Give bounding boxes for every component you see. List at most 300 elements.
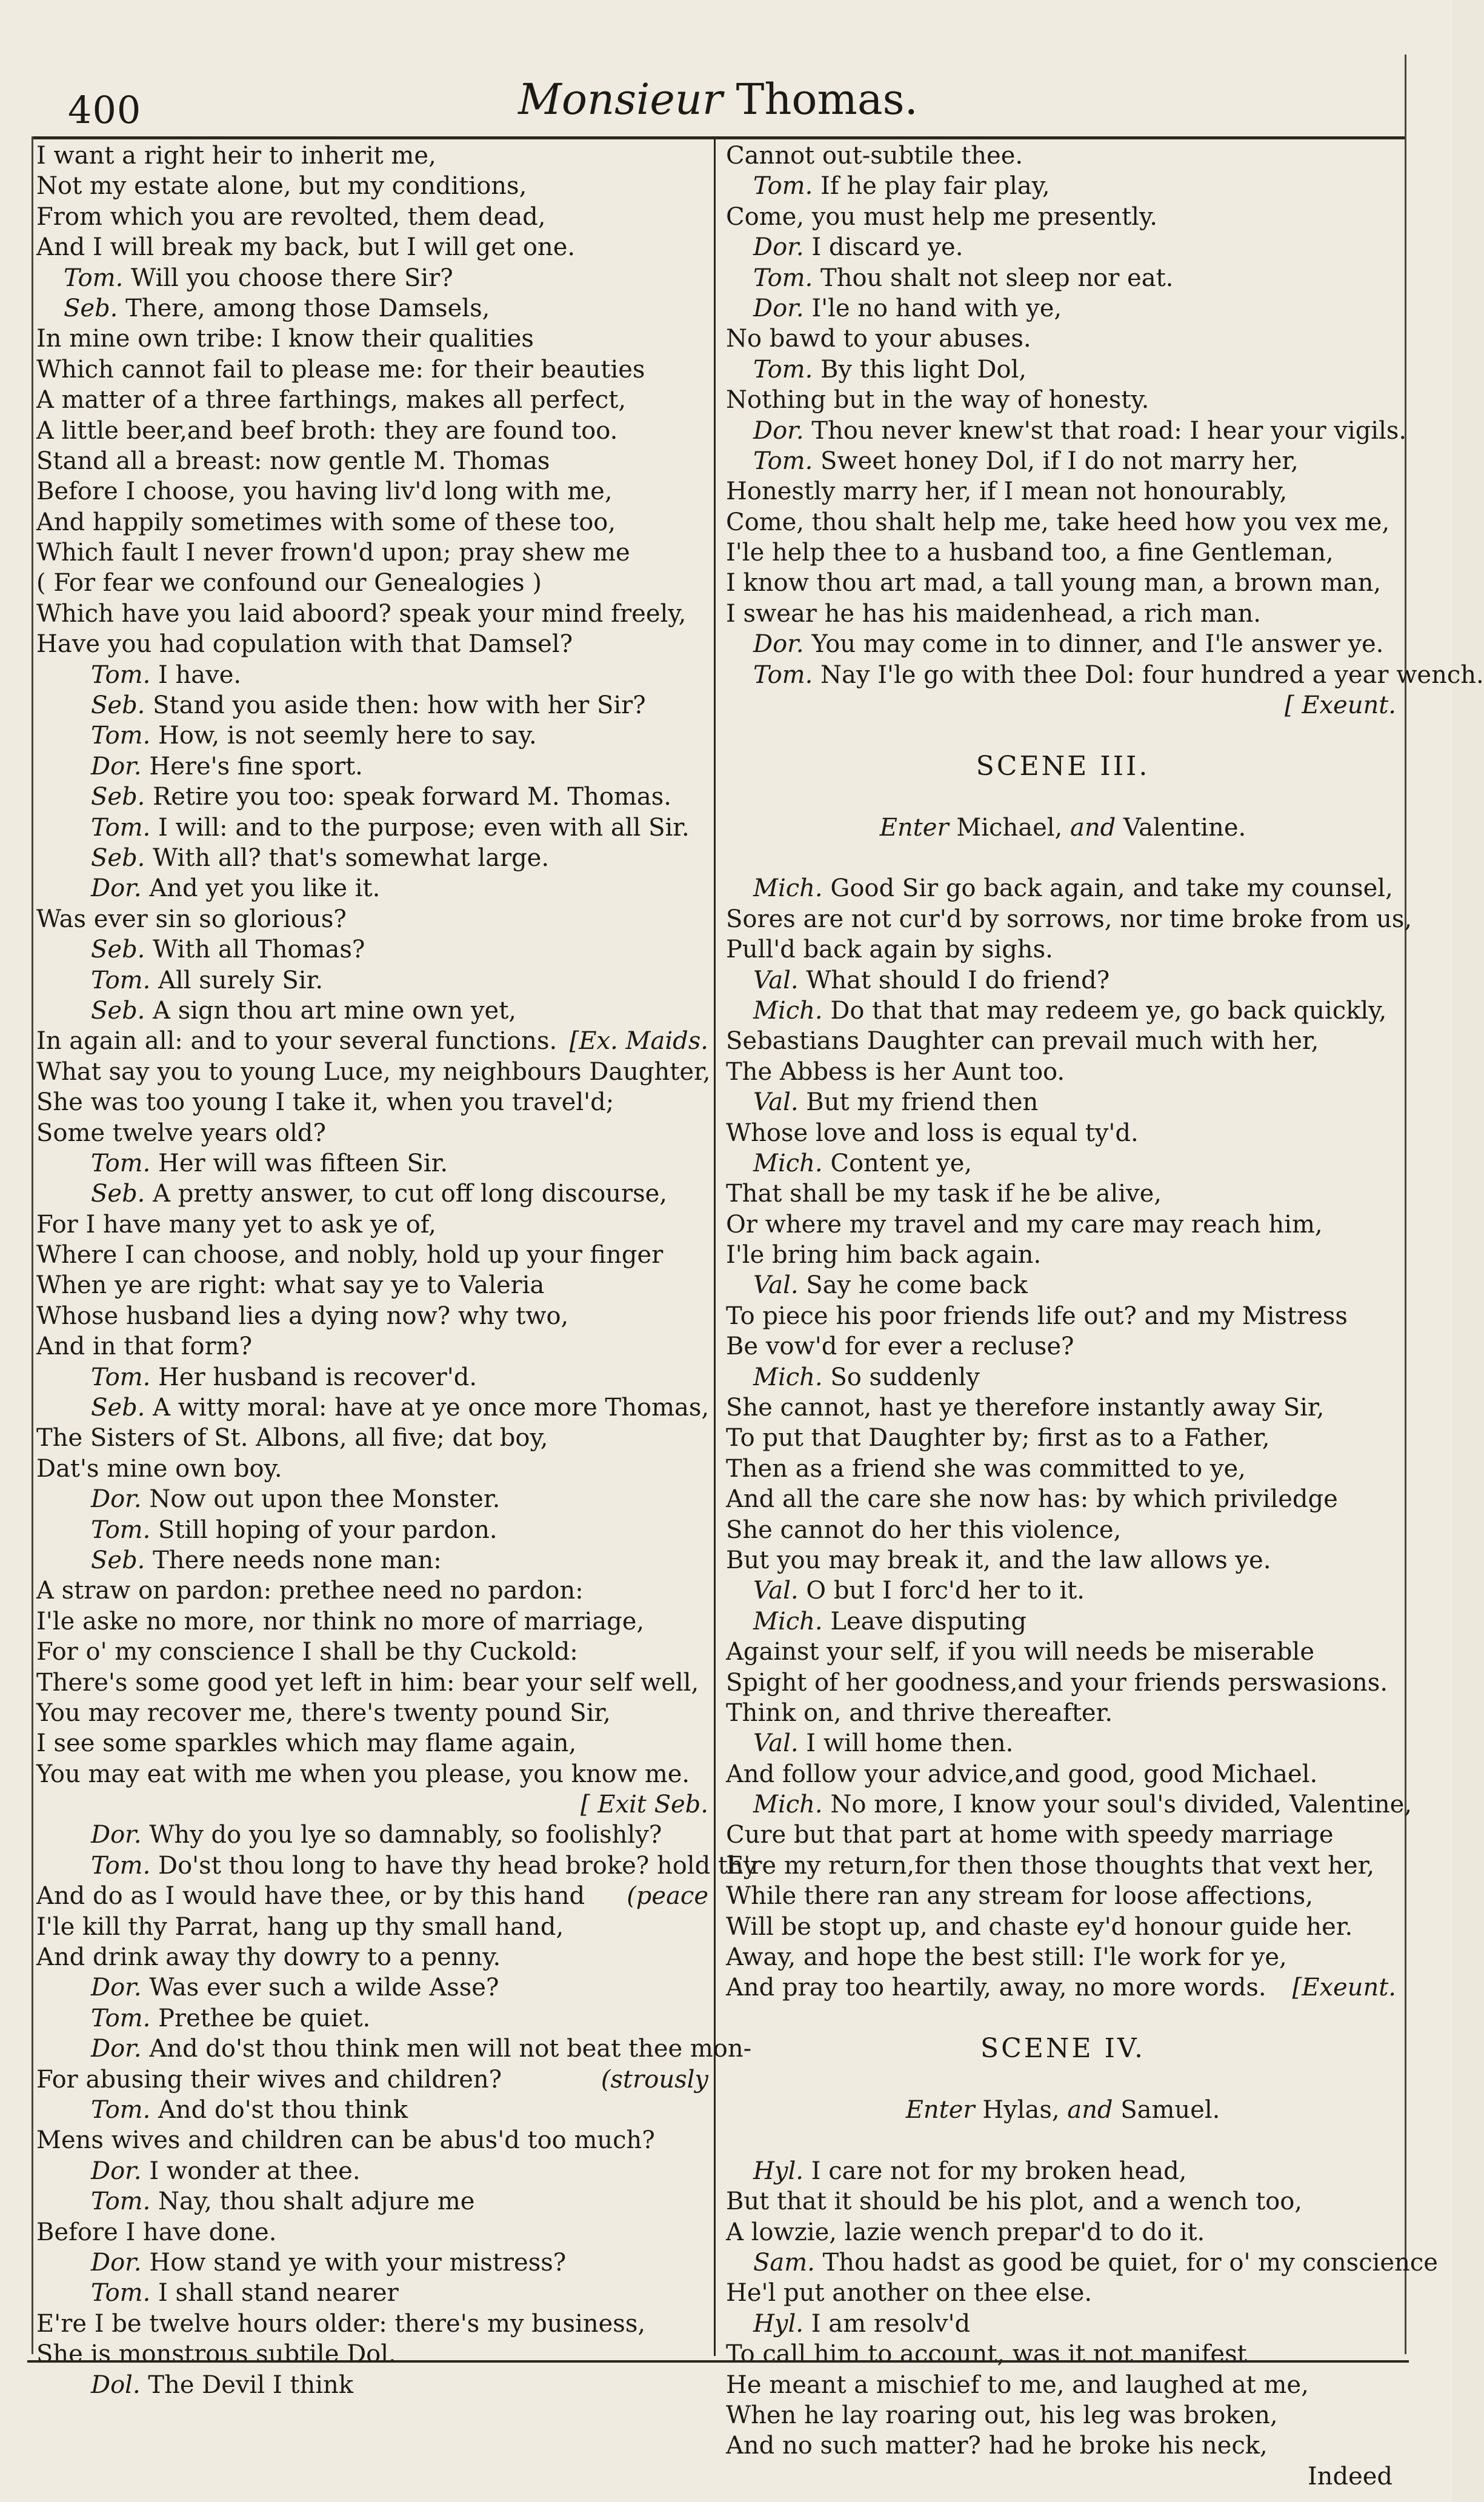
blank-line xyxy=(726,720,1400,751)
line-text: You may come in to dinner, and I'le answer ye. xyxy=(811,630,1384,659)
line-text: Or where my travel and my care may reach him, xyxy=(726,1210,1323,1239)
blank-line xyxy=(726,843,1400,873)
speaker-name: Mich. xyxy=(753,996,823,1025)
line-text: All surely Sir. xyxy=(158,966,324,994)
text-line xyxy=(726,1881,1400,1911)
line-text: Nay, thou shalt adjure me xyxy=(158,2188,475,2216)
line-text: I wonder at thee. xyxy=(149,2157,361,2185)
text-line xyxy=(36,1820,712,1850)
text-line xyxy=(726,1057,1400,1087)
speaker-name: Seb. xyxy=(91,996,145,1025)
line-text: Against your self, if you will needs be miserable xyxy=(726,1638,1314,1666)
line-text: While there ran any stream for loose affections, xyxy=(726,1882,1314,1911)
line-text: I'le aske no more, nor think no more of marriage, xyxy=(36,1607,645,1635)
text-line xyxy=(726,1728,1400,1758)
line-text: Prethee be quiet. xyxy=(158,2004,371,2032)
line-text: I shall stand nearer xyxy=(158,2279,399,2307)
text-line xyxy=(36,1912,712,1942)
line-text: Her will was fifteen Sir. xyxy=(158,1149,448,1177)
line-text: Will you choose there Sir? xyxy=(131,264,453,292)
text-line xyxy=(36,720,712,751)
text-line xyxy=(726,1454,1400,1484)
text-line xyxy=(36,1668,712,1698)
speaker-name: Val. xyxy=(753,1729,799,1758)
speaker-name: Tom. xyxy=(91,1363,151,1391)
text-line xyxy=(726,171,1400,201)
text-line xyxy=(36,1209,712,1240)
line-text: And follow your advice,and good, good Michael. xyxy=(726,1760,1318,1788)
entry-part: Valentine. xyxy=(1116,813,1246,842)
line-text: I will: and to the purpose; even with all Sir. xyxy=(158,813,690,842)
line-text: And do'st thou think xyxy=(158,2096,408,2124)
speaker-name: Dor. xyxy=(91,752,142,780)
line-text: When he lay roaring out, his leg was broken, xyxy=(726,2401,1278,2429)
line-text: To put that Daughter by; first as to a Father, xyxy=(726,1424,1270,1452)
line-text: I know thou art mad, a tall young man, a brown man, xyxy=(726,569,1382,597)
text-line xyxy=(726,354,1400,385)
line-text: Which fault I never frown'd upon; pray shew me xyxy=(36,539,630,567)
text-line xyxy=(726,1789,1412,1820)
line-text: A matter of a three farthings, makes all perfect, xyxy=(36,386,627,414)
speaker-name: Dor. xyxy=(91,2035,142,2063)
line-text: Cannot out-subtile thee. xyxy=(726,142,1023,170)
line-text: There needs none man: xyxy=(153,1546,442,1574)
text-line xyxy=(36,141,712,171)
text-line xyxy=(726,1606,1400,1637)
speaker-name: Seb. xyxy=(64,294,118,322)
line-text: Retire you too: speak forward M. Thomas. xyxy=(153,783,671,811)
line-text: So suddenly xyxy=(830,1363,980,1391)
text-line xyxy=(726,2430,1400,2461)
running-title-italic: Monsieur xyxy=(518,75,723,124)
text-line xyxy=(726,2309,1400,2339)
line-text: Good Sir go back again, and take my counsel, xyxy=(830,874,1393,903)
line-text: And happily sometimes with some of these too, xyxy=(36,508,616,536)
text-line xyxy=(726,1026,1400,1056)
blank-line xyxy=(726,2064,1400,2095)
speaker-name: Tom. xyxy=(91,1851,151,1880)
text-line xyxy=(726,2400,1400,2430)
line-text: Still hoping of your pardon. xyxy=(158,1516,497,1544)
text-line xyxy=(726,1668,1400,1698)
text-line xyxy=(36,416,712,446)
line-text: Why do you lye so damnably, so foolishly? xyxy=(149,1821,662,1849)
line-text: Not my estate alone, but my conditions, xyxy=(36,172,527,201)
speaker-name: Tom. xyxy=(91,722,151,750)
line-text: I swear he has his maidenhead, a rich man. xyxy=(726,599,1261,628)
text-line xyxy=(36,2095,712,2125)
stage-direction-exit: [ Exit Seb. xyxy=(580,1791,708,1819)
catchword: Indeed xyxy=(1307,2462,1392,2490)
line-text: For abusing their wives and children? xyxy=(36,2065,502,2094)
text-line xyxy=(726,1301,1400,1331)
line-text: Thou hadst as good be quiet, for o' my conscience xyxy=(822,2248,1438,2277)
line-text: With all Thomas? xyxy=(153,936,365,964)
text-line xyxy=(36,476,712,507)
text-line xyxy=(36,385,712,415)
line-text: But you may break it, and the law allows ye. xyxy=(726,1546,1271,1574)
line-text: He'l put another on thee else. xyxy=(726,2279,1093,2307)
text-line xyxy=(726,2186,1400,2217)
line-text: And do'st thou think men will not beat thee mon- xyxy=(149,2035,752,2063)
text-line xyxy=(726,1912,1400,1942)
text-line xyxy=(36,2003,712,2034)
speaker-name: Val. xyxy=(753,1577,799,1605)
stage-direction-exit: [ Exeunt. xyxy=(1284,691,1396,720)
speaker-name: Dor. xyxy=(753,233,804,262)
text-line xyxy=(36,965,712,996)
running-title xyxy=(36,75,1400,124)
text-line xyxy=(726,1392,1400,1423)
line-text: No more, I know your soul's divided, Valentine, xyxy=(830,1791,1412,1819)
speaker-name: Seb. xyxy=(91,691,145,720)
text-line xyxy=(36,1972,712,2003)
speaker-name: Hyl. xyxy=(753,2309,804,2338)
text-line xyxy=(36,1057,712,1087)
line-text: And in that form? xyxy=(36,1333,253,1361)
text-line xyxy=(36,751,712,782)
footer-rule xyxy=(27,2360,1409,2363)
text-line xyxy=(36,568,712,598)
text-line xyxy=(36,446,712,476)
text-line xyxy=(36,843,712,873)
text-line xyxy=(36,1484,712,1514)
line-text: Whose husband lies a dying now? why two, xyxy=(36,1302,569,1330)
text-line xyxy=(726,1179,1400,1209)
text-line xyxy=(726,934,1400,965)
text-line xyxy=(36,813,712,843)
line-text: Pull'd back again by sighs. xyxy=(726,936,1053,964)
speaker-name: Seb. xyxy=(91,1180,145,1208)
line-text: And no such matter? had he broke his neck, xyxy=(726,2432,1268,2460)
line-text: A pretty answer, to cut off long discourse, xyxy=(153,1180,667,1208)
line-text: I care not for my broken head, xyxy=(811,2157,1187,2185)
line-text: I'le kill thy Parrat, hang up thy small hand, xyxy=(36,1912,564,1941)
line-text: I want a right heir to inherit me, xyxy=(36,142,436,170)
line-text: Sweet honey Dol, if I do not marry her, xyxy=(820,447,1299,475)
line-text: Spight of her goodness,and your friends perswasions. xyxy=(726,1668,1388,1697)
text-line xyxy=(726,1972,1400,2003)
speaker-name: Mich. xyxy=(753,1791,823,1819)
line-text: To piece his poor friends life out? and my Mistress xyxy=(726,1302,1348,1330)
text-line xyxy=(726,1759,1400,1789)
text-line xyxy=(726,1545,1400,1575)
line-text: She is monstrous subtile Dol. xyxy=(36,2340,396,2369)
text-line xyxy=(726,1148,1400,1179)
speaker-name: Dor. xyxy=(91,1485,142,1514)
line-text: Have you had copulation with that Damsel? xyxy=(36,630,573,659)
text-line xyxy=(36,1728,712,1758)
text-line xyxy=(726,202,1400,232)
speaker-name: Tom. xyxy=(753,660,813,689)
text-line xyxy=(36,2370,712,2400)
text-line xyxy=(726,1575,1400,1606)
text-line xyxy=(36,1087,712,1117)
text-line xyxy=(726,660,1484,690)
line-text: Away, and hope the best still: I'le work for ye, xyxy=(726,1943,1287,1972)
line-text: And I will break my back, but I will get one. xyxy=(36,233,576,262)
speaker-name: Dor. xyxy=(753,294,804,322)
line-text: Sores are not cur'd by sorrows, nor time broke from us, xyxy=(726,905,1412,933)
line-text: And yet you like it. xyxy=(149,874,381,903)
text-line xyxy=(726,1362,1400,1392)
scene-heading: SCENE IV. xyxy=(980,2033,1145,2064)
text-line xyxy=(726,2217,1400,2247)
speaker-name: Tom. xyxy=(91,2004,151,2032)
text-line xyxy=(36,2064,712,2095)
speaker-name: Tom. xyxy=(91,2096,151,2124)
right-text-column xyxy=(726,141,1484,2492)
speaker-name: Dor. xyxy=(91,2157,142,2185)
entry-part: Hylas, xyxy=(974,2096,1068,2124)
line-text: Content ye, xyxy=(830,1149,973,1177)
text-line xyxy=(726,416,1407,446)
line-text: No bawd to your abuses. xyxy=(726,325,1031,353)
speaker-name: Val. xyxy=(753,966,799,994)
line-text: Think on, and thrive thereafter. xyxy=(726,1698,1113,1727)
text-line xyxy=(726,232,1400,262)
speaker-name: Seb. xyxy=(91,843,145,872)
text-line xyxy=(726,1484,1400,1514)
line-text: For o' my conscience I shall be thy Cuckold: xyxy=(36,1638,578,1666)
line-text: The Devil I think xyxy=(148,2371,354,2399)
column-divider xyxy=(714,138,716,2356)
line-text: ( For fear we confound our Genealogies ) xyxy=(36,569,542,597)
line-text: To call him to account, was it not manifest xyxy=(726,2340,1247,2369)
text-line xyxy=(726,2370,1400,2400)
blank-line xyxy=(726,2003,1400,2034)
text-line xyxy=(36,354,712,385)
right-frame-rule xyxy=(1405,55,1406,2354)
text-line xyxy=(36,996,712,1026)
speaker-name: Hyl. xyxy=(753,2157,804,2185)
line-text: What should I do friend? xyxy=(806,966,1110,994)
text-line xyxy=(36,629,712,659)
text-line xyxy=(36,293,712,324)
text-line xyxy=(726,1240,1400,1270)
line-text: A lowzie, lazie wench prepar'd to do it. xyxy=(726,2218,1205,2246)
text-line xyxy=(36,1942,712,1972)
text-line xyxy=(726,1270,1400,1300)
text-line xyxy=(36,1362,712,1392)
text-line xyxy=(36,2309,712,2339)
line-text: E're my return,for then those thoughts that vext her, xyxy=(726,1851,1375,1880)
speaker-name: Tom. xyxy=(91,1149,151,1177)
text-line xyxy=(36,263,712,293)
line-text: Sebastians Daughter can prevail much with her, xyxy=(726,1027,1319,1056)
text-line xyxy=(36,782,712,812)
text-line xyxy=(36,2156,712,2186)
speaker-name: Mich. xyxy=(753,1149,823,1177)
text-line xyxy=(726,446,1400,476)
text-line xyxy=(726,1423,1400,1453)
line-text: You may eat with me when you please, you know me. xyxy=(36,1760,690,1788)
text-line xyxy=(726,599,1400,629)
text-line xyxy=(36,2278,712,2308)
line-text: She cannot do her this violence, xyxy=(726,1516,1122,1544)
text-line xyxy=(36,660,712,690)
line-text: Which cannot fail to please me: for their beauties xyxy=(36,355,645,384)
line-text: Where I can choose, and nobly, hold up your finger xyxy=(36,1241,664,1269)
line-text: By this light Dol, xyxy=(820,355,1027,384)
text-line xyxy=(36,324,712,354)
text-line xyxy=(726,293,1400,324)
line-text: Come, you must help me presently. xyxy=(726,202,1157,231)
text-line xyxy=(726,1820,1400,1850)
left-frame-rule xyxy=(32,136,33,2354)
line-text: How stand ye with your mistress? xyxy=(149,2248,567,2277)
entry-part: Enter xyxy=(879,813,949,842)
text-line xyxy=(726,1331,1400,1362)
text-line xyxy=(726,996,1400,1026)
speaker-name: Mich. xyxy=(753,874,823,903)
line-text: I will home then. xyxy=(806,1729,1014,1758)
text-line xyxy=(726,2339,1400,2369)
speaker-name: Tom. xyxy=(753,355,813,384)
text-line xyxy=(36,537,712,568)
text-line xyxy=(36,1515,712,1545)
speaker-name: Seb. xyxy=(91,936,145,964)
stage-direction-entry xyxy=(726,2095,1400,2125)
text-line xyxy=(726,1515,1400,1545)
line-text: Before I choose, you having liv'd long with me, xyxy=(36,477,613,506)
line-text: The Abbess is her Aunt too. xyxy=(726,1057,1065,1086)
speaker-name: Val. xyxy=(753,1271,799,1300)
text-line xyxy=(726,1637,1400,1667)
line-text: A witty moral: have at ye once more Thomas, xyxy=(153,1394,710,1422)
line-text: Nay I'le go with thee Dol: four hundred a year wench. xyxy=(820,660,1484,689)
text-line xyxy=(36,1179,712,1209)
speaker-name: Sam. xyxy=(753,2248,815,2277)
entry-part: and xyxy=(1067,2096,1113,2124)
speaker-name: Tom. xyxy=(91,1516,151,1544)
line-text: For I have many yet to ask ye of, xyxy=(36,1210,436,1239)
text-line xyxy=(36,232,712,262)
line-text: Her husband is recover'd. xyxy=(158,1363,477,1391)
text-line xyxy=(36,1606,712,1637)
line-text: Be vow'd for ever a recluse? xyxy=(726,1333,1074,1361)
text-line xyxy=(36,2186,712,2217)
line-text: A sign thou art mine own yet, xyxy=(153,996,517,1025)
line-text: A straw on pardon: prethee need no pardon: xyxy=(36,1577,584,1605)
text-line xyxy=(36,934,712,965)
text-line xyxy=(726,1209,1400,1240)
speaker-name: Tom. xyxy=(91,966,151,994)
text-line xyxy=(726,476,1400,507)
entry-part: Michael, xyxy=(948,813,1070,842)
text-line xyxy=(726,1698,1400,1728)
line-text: Honestly marry her, if I mean not honourably, xyxy=(726,477,1288,506)
text-line xyxy=(36,2339,712,2369)
text-line xyxy=(36,1392,712,1423)
text-line xyxy=(36,2034,752,2064)
header-rule xyxy=(33,136,1406,139)
line-text: Nothing but in the way of honesty. xyxy=(726,386,1150,414)
line-text: Thou never knew'st that road: I hear your vigils. xyxy=(811,416,1407,445)
text-line xyxy=(36,1301,712,1331)
line-text: And pray too heartily, away, no more words. xyxy=(726,1974,1266,2002)
line-text: She was too young I take it, when you travel'd; xyxy=(36,1088,614,1117)
line-text: How, is not seemly here to say. xyxy=(158,722,537,750)
line-text: She cannot, hast ye therefore instantly away Sir, xyxy=(726,1394,1325,1422)
line-text: You may recover me, there's twenty pound Sir, xyxy=(36,1698,611,1727)
text-line xyxy=(36,873,712,903)
line-text: A little beer,and beef broth: they are found too. xyxy=(36,416,618,445)
text-line xyxy=(36,1454,712,1484)
text-line xyxy=(726,385,1400,415)
speaker-name: Tom. xyxy=(753,264,813,292)
line-text: Whose love and loss is equal ty'd. xyxy=(726,1119,1139,1147)
stage-direction-exit: (strously xyxy=(601,2065,708,2094)
speaker-name: Seb. xyxy=(91,1394,145,1422)
line-text: Leave disputing xyxy=(830,1607,1026,1635)
scene-heading: SCENE III. xyxy=(976,750,1150,782)
text-line xyxy=(36,1118,712,1148)
text-line xyxy=(36,599,712,629)
line-text: In again all: and to your several functions. xyxy=(36,1027,557,1056)
speaker-name: Tom. xyxy=(91,2279,151,2307)
line-text: Stand all a breast: now gentle M. Thomas xyxy=(36,447,550,475)
speaker-name: Dor. xyxy=(91,874,142,903)
line-text: In mine own tribe: I know their qualities xyxy=(36,325,534,353)
text-line xyxy=(36,1270,712,1300)
text-line xyxy=(36,1759,712,1789)
text-line xyxy=(726,904,1412,934)
speaker-name: Mich. xyxy=(753,1363,823,1391)
speaker-name: Tom. xyxy=(91,813,151,842)
speaker-name: Dor. xyxy=(753,416,804,445)
page-number: 400 xyxy=(68,88,142,132)
text-line xyxy=(726,2247,1438,2278)
speaker-name: Tom. xyxy=(91,660,151,689)
line-text: E're I be twelve hours older: there's my business, xyxy=(36,2309,646,2338)
text-line xyxy=(726,2156,1400,2186)
line-text: Was ever such a wilde Asse? xyxy=(149,1974,499,2002)
blank-line xyxy=(726,2125,1400,2155)
line-text: I see some sparkles which may flame again, xyxy=(36,1729,577,1758)
text-line xyxy=(36,1637,712,1667)
entry-part: Samuel. xyxy=(1113,2096,1220,2124)
stage-direction-exit: [Exeunt. xyxy=(1292,1974,1396,2002)
line-text: Say he come back xyxy=(806,1271,1028,1300)
text-line xyxy=(726,324,1400,354)
speaker-name: Dor. xyxy=(753,630,804,659)
text-line xyxy=(726,1087,1400,1117)
text-line xyxy=(726,690,1400,720)
line-text: But that it should be his plot, and a wench too, xyxy=(726,2188,1303,2216)
speaker-name: Dol. xyxy=(91,2371,141,2399)
speaker-name: Seb. xyxy=(91,783,145,811)
speaker-name: Tom. xyxy=(753,172,813,201)
text-line xyxy=(36,1148,712,1179)
text-line xyxy=(726,2278,1400,2308)
line-text: Cure but that part at home with speedy marriage xyxy=(726,1821,1334,1849)
speaker-name: Dor. xyxy=(91,1821,142,1849)
text-line xyxy=(36,1698,712,1728)
line-text: Was ever sin so glorious? xyxy=(36,905,347,933)
blank-line xyxy=(726,782,1400,812)
stage-direction-exit: [Ex. Maids. xyxy=(569,1027,708,1056)
line-text: I discard ye. xyxy=(811,233,963,262)
line-text: Which have you laid aboord? speak your mind freely, xyxy=(36,599,687,628)
speaker-name: Dor. xyxy=(91,1974,142,2002)
text-line xyxy=(36,2217,712,2247)
line-text: And all the care she now has: by which priviledge xyxy=(726,1485,1338,1514)
line-text: From which you are revolted, them dead, xyxy=(36,202,546,231)
speaker-name: Tom. xyxy=(753,447,813,475)
speaker-name: Val. xyxy=(753,1088,799,1117)
line-text: Mens wives and children can be abus'd too much? xyxy=(36,2126,655,2155)
